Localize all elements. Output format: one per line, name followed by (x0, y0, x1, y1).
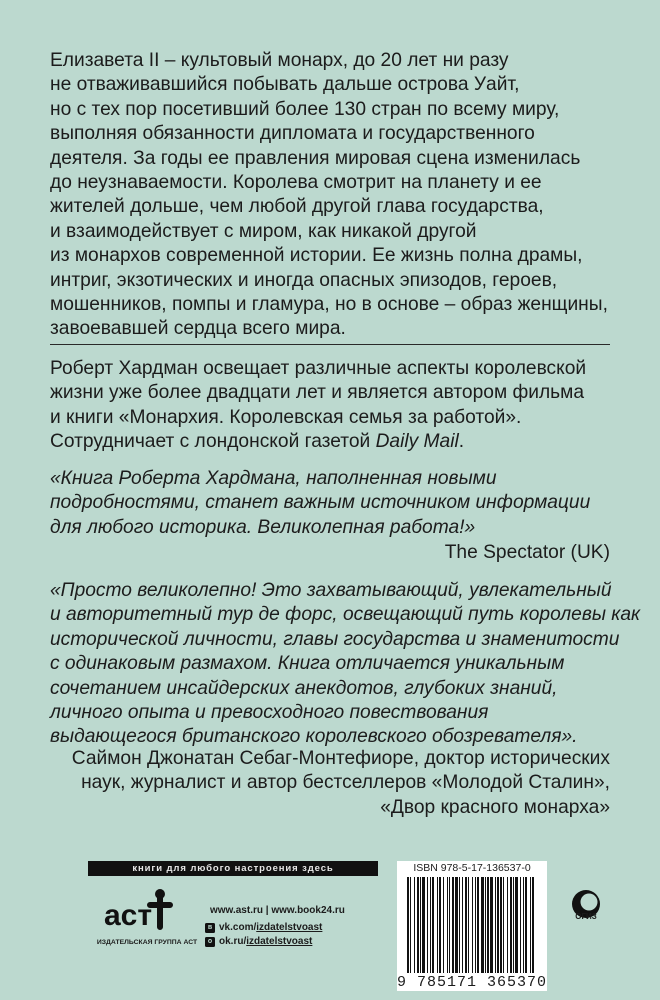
barcode-bar (449, 877, 450, 973)
description-line: до неузнаваемости. Королева смотрит на планету и ее (50, 172, 542, 194)
barcode-bar (430, 877, 431, 973)
barcode-bar (472, 877, 473, 973)
quote-line: «Просто великолепно! Это захватывающий, увлекательный (50, 580, 612, 601)
barcode-bar (459, 877, 460, 973)
barcode-bar (503, 877, 504, 973)
description-line: интриг, экзотических и иногда опасных эпизодов, героев, (50, 269, 558, 291)
publisher-name: ИЗДАТЕЛЬСКАЯ ГРУППА АСТ (96, 939, 198, 946)
barcode-bar (407, 877, 409, 973)
ok-link[interactable] (205, 936, 312, 947)
publisher-tagline: книги для любого настроения здесь (88, 861, 378, 876)
ogiz-logo-icon (567, 876, 605, 938)
quote-line: личного опыта и превосходного повествования (50, 702, 489, 724)
barcode-bar (432, 877, 434, 973)
barcode-bar (530, 877, 531, 973)
section-divider (50, 344, 610, 345)
description-line: не отваживавшийся побывать дальше острова Уайт, (50, 74, 520, 96)
author-bio (50, 357, 616, 455)
quote-line: подробностями, станет важным источником информации (50, 492, 591, 514)
barcode-bar (523, 877, 524, 973)
barcode-bar (427, 877, 428, 973)
quote-line: «Книга Роберта Хардмана, наполненная новыми (50, 468, 497, 489)
bio-text: Сотрудничает с лондонской газетой (50, 431, 376, 453)
barcode-bar (447, 877, 448, 973)
vk-prefix: vk.com/ (219, 922, 257, 933)
isbn-text: ISBN 978-5-17-136537-0 (413, 862, 531, 874)
quote-source (72, 747, 610, 820)
odnoklassniki-icon: о (205, 937, 215, 947)
barcode-bar (487, 877, 489, 973)
barcode-bars (407, 877, 537, 973)
quote-line: выдающегося британского королевского обозревателя». (50, 726, 578, 748)
barcode-bar (495, 877, 496, 973)
barcode-bar (465, 877, 467, 973)
barcode-bar (481, 877, 484, 973)
bio-line (50, 430, 616, 454)
quote-line: сочетанием инсайдерских анекдотов, глубоких знаний, (50, 677, 558, 699)
review-quote-montefiore (50, 579, 641, 750)
vk-handle: izdatelstvoast (256, 922, 323, 933)
barcode-bar (507, 877, 508, 973)
barcode-bar (468, 877, 469, 973)
vk-link[interactable] (205, 922, 322, 933)
description-paragraph (50, 49, 616, 342)
barcode-bar (475, 877, 476, 973)
barcode-bar (437, 877, 438, 973)
quote-line: для любого историка. Великолепная работа!» (50, 516, 476, 538)
barcode-bar (490, 877, 493, 973)
barcode-bar (485, 877, 486, 973)
barcode-bar (417, 877, 419, 973)
bio-end: . (458, 431, 465, 453)
description-line: Елизавета II – культовый монарх, до 20 лет ни разу (50, 50, 509, 71)
description-line: мошенников, помпы и гламура, но в основе – образ женщины, (50, 294, 608, 316)
quote-source: The Spectator (UK) (444, 542, 610, 563)
barcode-bar (455, 877, 458, 973)
bio-line: жизни уже более двадцати лет и является автором фильма (50, 382, 585, 404)
source-line: «Двор красного монарха» (380, 796, 610, 818)
barcode-bar (500, 877, 502, 973)
bio-line: и книги «Монархия. Королевская семья за работой». (50, 406, 522, 428)
barcode-bar (414, 877, 415, 973)
source-line: наук, журналист и автор бестселлеров «Молодой Сталин», (81, 772, 610, 794)
quote-line: и авторитетный тур де форс, освещающий путь королевы как (50, 604, 641, 626)
description-line: но с тех пор посетивший более 130 стран по всему миру, (50, 98, 560, 120)
vk-icon: в (205, 923, 215, 933)
quote-line: с одинаковым размахом. Книга отличается уникальным (50, 653, 565, 675)
barcode-bar (410, 877, 411, 973)
barcode (397, 861, 547, 991)
description-line: жителей дольше, чем любой другой глава государства, (50, 196, 544, 218)
review-quote-spectator (50, 467, 616, 540)
barcode-bar (420, 877, 421, 973)
barcode-bar (443, 877, 444, 973)
bio-line: Роберт Хардман освещает различные аспекты королевской (50, 358, 587, 379)
quote-line: исторической личности, главы государства и знаменитости (50, 628, 620, 650)
ok-prefix: ok.ru/ (219, 936, 247, 947)
description-line: из монархов современной истории. Ее жизнь полна драмы, (50, 245, 583, 267)
barcode-bar (532, 877, 534, 973)
description-line: выполняя обязанности дипломата и государственного (50, 123, 535, 145)
newspaper-name: Daily Mail (375, 431, 459, 453)
barcode-bar (515, 877, 518, 973)
description-line: деятеля. За годы ее правления мировая сцена изменилась (50, 147, 581, 169)
barcode-bar (510, 877, 512, 973)
barcode-bar (462, 877, 463, 973)
description-line: завоевавшей сердца всего мира. (50, 318, 346, 340)
description-line: и взаимодействует с миром, как никакой другой (50, 220, 477, 242)
source-line: Саймон Джонатан Себаг-Монтефиоре, доктор исторических (71, 748, 610, 769)
ok-handle: izdatelstvoast (246, 936, 313, 947)
barcode-bar (439, 877, 441, 973)
barcode-bar (513, 877, 514, 973)
barcode-bar (497, 877, 499, 973)
barcode-bar (477, 877, 479, 973)
ogiz-label: ОГИЗ (575, 912, 597, 921)
barcode-bar (520, 877, 521, 973)
publisher-websites[interactable]: www.ast.ru | www.book24.ru (210, 905, 345, 916)
barcode-bar (422, 877, 425, 973)
logo-text: аст (104, 899, 153, 932)
barcode-bar (525, 877, 527, 973)
barcode-bar (452, 877, 454, 973)
ean-digits: 9 785171 365370 (397, 974, 548, 991)
ast-logo-icon (98, 887, 188, 933)
